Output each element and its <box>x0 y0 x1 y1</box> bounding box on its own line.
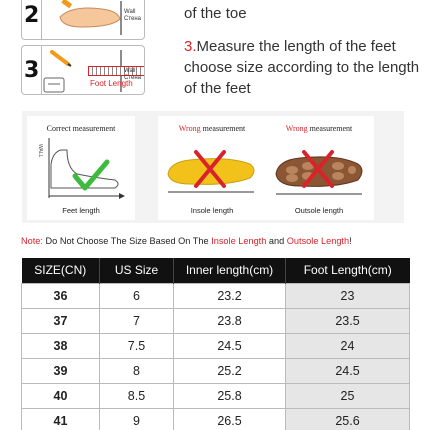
measurement-comparison <box>22 111 404 223</box>
step-3-number: 3. <box>184 38 197 55</box>
size-note: Note: Do Not Choose The Size Based On The Insole Length and Outsole Length! <box>21 236 352 246</box>
foot-length-cell: 24 <box>286 333 410 358</box>
us-size-cell: 7 <box>100 308 174 333</box>
table-row <box>22 383 410 408</box>
us-size-cell: 6 <box>100 283 174 308</box>
foot-length-cell: 23 <box>286 283 410 308</box>
foot-length-cell: 25 <box>286 383 410 408</box>
table-row <box>22 283 410 308</box>
measurement-title: Wrong measurement <box>178 124 246 133</box>
step-2-card <box>21 0 145 40</box>
outsole-measurement-box <box>264 116 374 220</box>
foot-length-cell: 25.6 <box>286 408 410 430</box>
table-header-row <box>22 258 410 283</box>
insole-measurement-box <box>158 116 266 220</box>
us-size-cell: 9 <box>100 408 174 430</box>
size-cn-cell: 37 <box>22 308 100 333</box>
header-size-cn: SIZE(CN) <box>22 258 100 283</box>
measurement-caption: Feet length <box>62 206 100 215</box>
table-row <box>22 333 410 358</box>
step-3-card <box>21 45 145 95</box>
size-cn-cell: 38 <box>22 333 100 358</box>
inner-length-cell: 23.8 <box>174 308 286 333</box>
inner-length-cell: 23.2 <box>174 283 286 308</box>
measurement-caption: Outsole length <box>294 206 344 215</box>
size-cn-cell: 41 <box>22 408 100 430</box>
outsole-cross-illustration <box>264 134 374 204</box>
us-size-cell: 8.5 <box>100 383 174 408</box>
toe-instruction: of the toe <box>184 5 247 22</box>
step-3-instruction <box>184 36 420 99</box>
header-foot-length: Foot Length(cm) <box>286 258 410 283</box>
measurement-caption: Insole length <box>190 206 234 215</box>
inner-length-cell: 25.8 <box>174 383 286 408</box>
size-cn-cell: 40 <box>22 383 100 408</box>
step-3-text: Measure the length of the feet choose size according to the length of the feet <box>184 38 420 97</box>
step-number: 2 <box>24 3 40 28</box>
foot-length-label: Foot Length <box>90 79 133 88</box>
us-size-cell: 8 <box>100 358 174 383</box>
foot-length-cell: 23.5 <box>286 308 410 333</box>
table-row <box>22 358 410 383</box>
correct-measurement-box <box>27 116 135 220</box>
header-inner-length: Inner length(cm) <box>174 258 286 283</box>
wall-label: Wall Стена <box>124 68 142 81</box>
inner-length-cell: 26.5 <box>174 408 286 430</box>
size-cn-cell: 39 <box>22 358 100 383</box>
foot-length-cell: 24.5 <box>286 358 410 383</box>
header-us-size: US Size <box>100 258 174 283</box>
measurement-title: Correct measurement <box>46 124 116 133</box>
size-table <box>21 258 410 430</box>
wall-label: Wall Стена <box>124 9 142 22</box>
step-number: 3 <box>24 58 40 83</box>
insole-cross-illustration <box>158 134 266 204</box>
inner-length-cell: 25.2 <box>174 358 286 383</box>
measurement-title: Wrong measurement <box>285 124 353 133</box>
table-row <box>22 408 410 430</box>
table-row <box>22 308 410 333</box>
foot-check-illustration <box>27 134 135 204</box>
inner-length-cell: 24.5 <box>174 333 286 358</box>
us-size-cell: 7.5 <box>100 333 174 358</box>
size-cn-cell: 36 <box>22 283 100 308</box>
svg-text:WALL: WALL <box>37 144 43 158</box>
